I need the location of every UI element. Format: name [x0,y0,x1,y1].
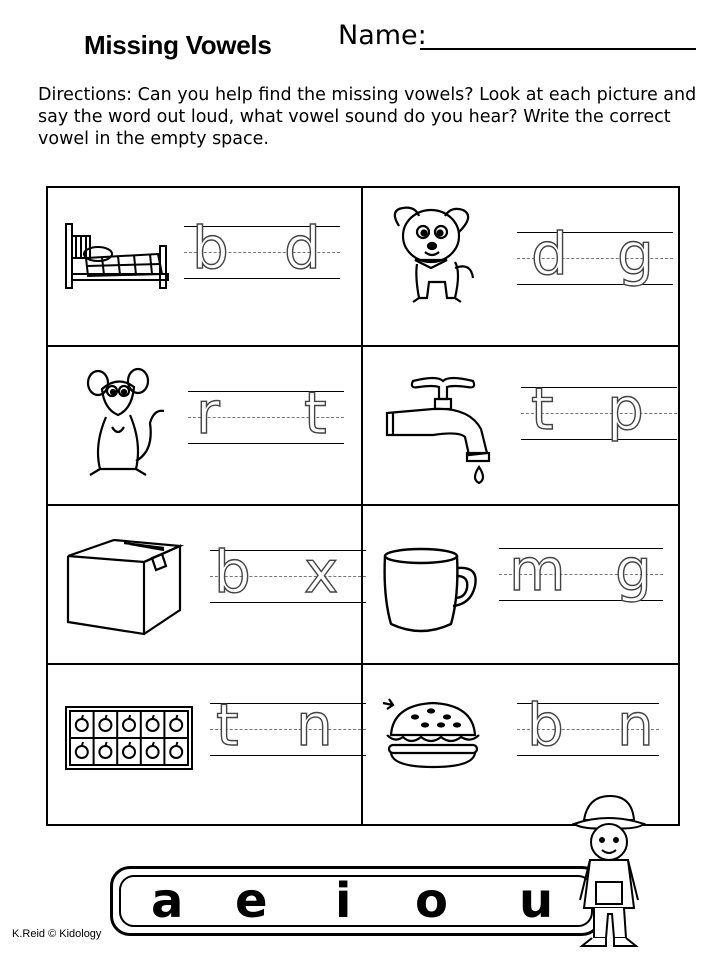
last-letter: d [284,214,321,282]
tracing-word [499,536,655,620]
last-letter: x [304,538,339,606]
bun-icon [381,695,485,775]
name-label: Name: [338,20,427,51]
last-letter: g [615,536,652,604]
first-letter: m [509,536,566,604]
tracing-word [210,538,366,622]
last-letter: n [296,691,333,759]
last-letter: p [607,375,644,443]
tracing-word [188,379,344,463]
word-cell-ten-frame [48,665,363,824]
tracing-word [184,214,340,298]
vowel-bank [110,866,602,936]
vowel-i: i [335,873,352,929]
vowel-u: u [519,873,554,929]
mug-icon [381,546,481,642]
vowel-e: e [235,873,268,929]
tracing-word [517,691,673,775]
directions-text: Directions: Can you help find the missing vowels? Look at each picture and say the word out loud, what vowel sound do you hear? Write the correct vowel in the empty space. [38,85,697,149]
first-letter: b [192,214,229,282]
first-letter: t [531,375,554,443]
ten-frame-icon [64,705,194,771]
dog-icon [385,202,489,310]
word-cell-dog [363,188,678,347]
vowel-o: o [415,873,448,929]
first-letter: b [527,691,564,759]
boy-illustration [572,790,646,950]
worksheet-title: Missing Vowels [84,30,272,60]
word-cell-mug [363,506,678,665]
credit-text: K.Reid © Kidology [12,928,102,940]
word-cell-box [48,506,363,665]
box-icon [64,530,184,638]
first-letter: r [196,379,220,447]
first-letter: d [531,220,568,288]
tracing-word [210,691,366,775]
tracing-word [521,375,677,459]
name-line[interactable] [420,48,696,50]
tracing-word [517,220,673,304]
word-grid [46,186,680,826]
word-cell-rat [48,347,363,506]
word-cell-tap [363,347,678,506]
rat-icon [84,365,168,485]
bed-icon [62,218,174,292]
last-letter: g [617,220,654,288]
last-letter: t [304,379,327,447]
tap-icon [383,373,503,489]
first-letter: t [216,691,239,759]
last-letter: n [617,691,654,759]
vowel-a: a [151,873,184,929]
first-letter: b [214,538,251,606]
word-cell-bed [48,188,363,347]
